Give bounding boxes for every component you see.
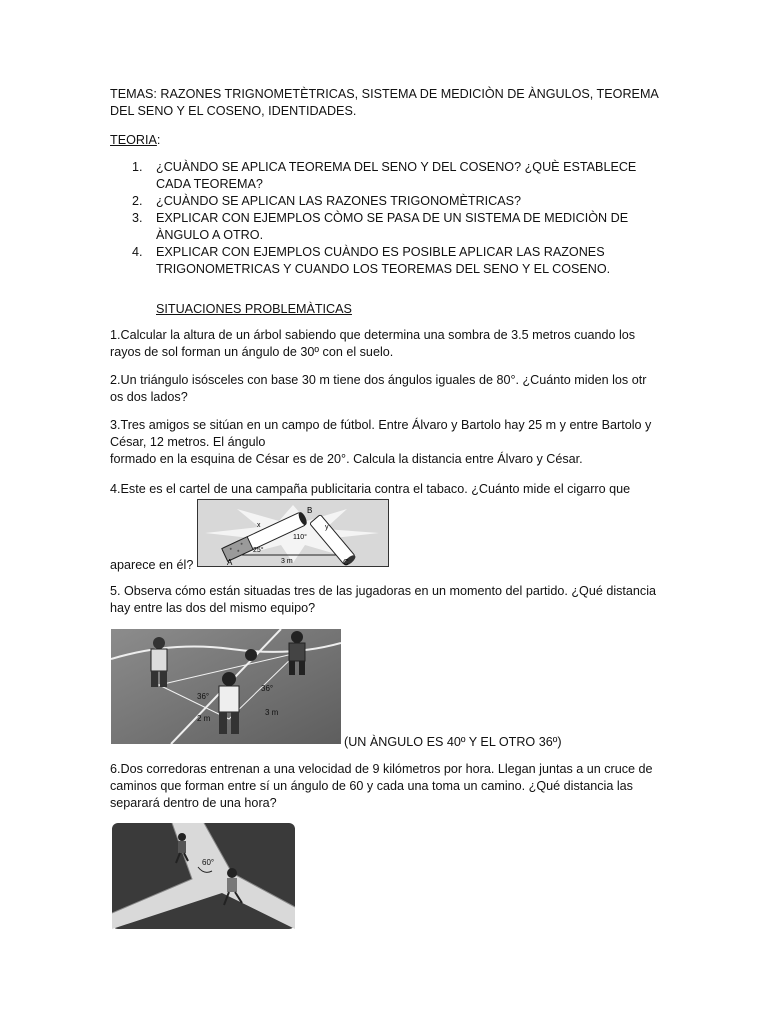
problem-4: 4.Este es el cartel de una campaña publicitaria contra el tabaco. ¿Cuánto mide el cigarro que <box>110 482 631 496</box>
label-B: B <box>307 506 313 515</box>
situaciones-heading: SITUACIONES PROBLEMÀTICAS <box>156 302 352 316</box>
label-ang: 60° <box>202 858 215 867</box>
runners-figure <box>112 823 295 929</box>
problem-6: 6.Dos corredoras entrenan a una velocidad de 9 kilómetros por hora. Llegan juntas a un cruce de caminos que forman entre sí un ángulo de 60 y cada una toma un camino. ¿Qué distancia las separará dentro de una hora? <box>110 762 653 810</box>
ball <box>245 649 257 661</box>
problem-4-tail: aparece en él? <box>110 558 194 572</box>
temas-heading: TEMAS: RAZONES TRIGNOMETÈTRICAS, SISTEMA DE MEDICIÒN DE ÀNGULOS, TEOREMA DEL SENO Y EL COSENO, IDENTIDADES. <box>110 87 659 118</box>
problem-5: 5. Observa cómo están situadas tres de las jugadoras en un momento del partido. ¿Qué distancia hay entre las dos del mismo equipo? <box>110 584 657 615</box>
label-d1: 2 m <box>197 714 211 723</box>
soccer-figure <box>111 629 341 744</box>
label-ang2: 110° <box>293 534 307 541</box>
list-item: 4. EXPLICAR CON EJEMPLOS CUÀNDO ES POSIBLE APLICAR LAS RAZONES TRIGONOMETRICAS Y CUANDO LOS TEOREMAS DEL SENO Y EL COSENO. <box>132 245 611 276</box>
problem-3: 3.Tres amigos se sitúan en un campo de fútbol. Entre Álvaro y Bartolo hay 25 m y entre Bartolo y César, 12 metros. El ángulo formado en la esquina de César es de 20°. Calcula la distancia entre Álvaro y César. <box>110 418 652 466</box>
label-ang1: 36° <box>197 692 210 701</box>
label-y: y <box>325 524 329 531</box>
cigarette-figure <box>197 499 389 567</box>
label-A: A <box>227 558 233 567</box>
problem-1: 1.Calcular la altura de un árbol sabiendo que determina una sombra de 3.5 metros cuando los rayos de sol forman un ángulo de 30º con el suelo. <box>110 328 636 359</box>
teoria-heading: TEORIA: <box>110 133 161 147</box>
teoria-list <box>110 159 670 278</box>
list-item: 2. ¿CUÀNDO SE APLICAN LAS RAZONES TRIGONOMÈTRICAS? <box>132 194 522 208</box>
problem-5-note: (UN ÀNGULO ES 40º Y EL OTRO 36º) <box>344 735 562 749</box>
list-item: 3. EXPLICAR CON EJEMPLOS CÒMO SE PASA DE UN SISTEMA DE MEDICIÒN DE ÀNGULO A OTRO. <box>132 211 629 242</box>
problem-2: 2.Un triángulo isósceles con base 30 m tiene dos ángulos iguales de 80°. ¿Cuánto miden los otr os dos lados? <box>110 373 647 404</box>
label-side: 3 m <box>281 558 293 565</box>
label-C: C <box>343 558 349 567</box>
list-item: 1. ¿CUÀNDO SE APLICA TEOREMA DEL SENO Y DEL COSENO? ¿QUÈ ESTABLECE CADA TEOREMA? <box>132 160 637 191</box>
label-ang1: 25° <box>253 547 264 554</box>
label-ang2: 36° <box>261 684 274 693</box>
label-x: x <box>257 522 261 529</box>
label-d2: 3 m <box>265 708 279 717</box>
